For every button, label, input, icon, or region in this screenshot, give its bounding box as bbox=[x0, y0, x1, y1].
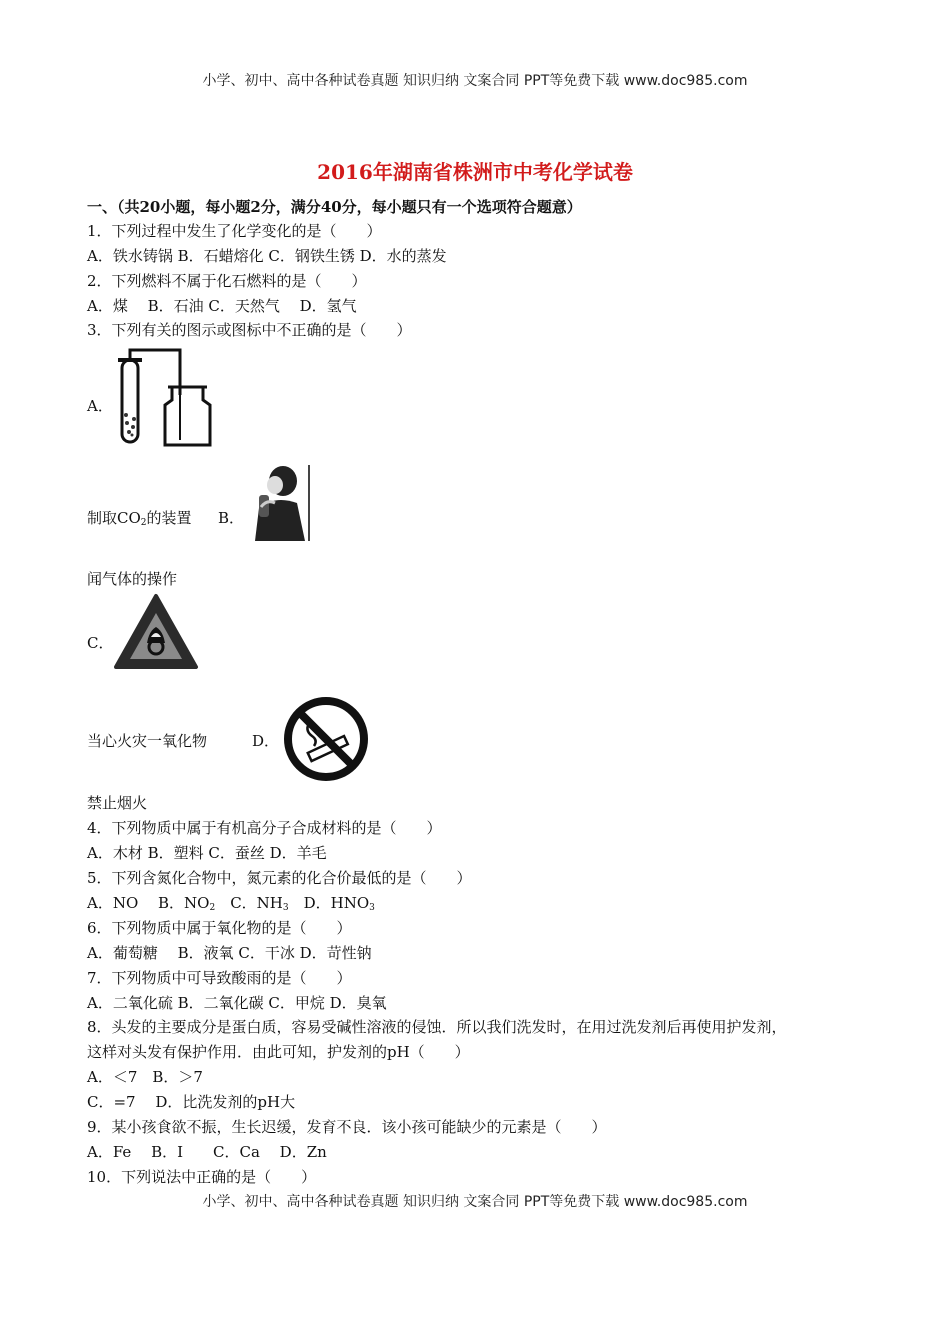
question-8-cont: 这样对头发有保护作用．由此可知，护发剂的pH（ ） bbox=[87, 1043, 470, 1061]
page-title: 2016年湖南省株洲市中考化学试卷 bbox=[317, 160, 633, 184]
page-footer: 小学、初中、高中各种试卷真题 知识归纳 文案合同 PPT等免费下载 www.doc985.com bbox=[202, 1194, 748, 1210]
q3-option-c-caption: 当心火灾一氧化物 bbox=[87, 732, 208, 750]
section-heading: 一、（共20小题，每小题2分，满分40分，每小题只有一个选项符合题意） bbox=[87, 198, 582, 216]
question-3: 3．下列有关的图示或图标中不正确的是（ ） bbox=[87, 321, 412, 339]
question-5: 5．下列含氮化合物中，氮元素的化合价最低的是（ ） bbox=[87, 869, 472, 887]
question-2: 2．下列燃料不属于化石燃料的是（ ） bbox=[87, 272, 367, 290]
oxidizer-warning-icon bbox=[113, 593, 199, 671]
question-10: 10．下列说法中正确的是（ ） bbox=[87, 1168, 317, 1186]
no-smoking-icon bbox=[280, 694, 372, 784]
question-8: 8．头发的主要成分是蛋白质，容易受碱性溶液的侵蚀．所以我们洗发时，在用过洗发剂后再使用护发剂， bbox=[87, 1018, 787, 1036]
q3-option-d-label: D． bbox=[252, 732, 280, 750]
q3-option-d-caption: 禁止烟火 bbox=[87, 794, 148, 812]
page-header: 小学、初中、高中各种试卷真题 知识归纳 文案合同 PPT等免费下载 www.doc985.com bbox=[202, 73, 748, 89]
question-9-options: A．Fe B．I C．Ca D．Zn bbox=[87, 1143, 327, 1161]
q3-option-a-label: A． bbox=[87, 397, 113, 415]
question-5-options: A．NO B．$NO_2$ C．$NH_3$ D．$HNO_3$ bbox=[87, 894, 375, 913]
question-8-options-1: A．＜7 B．＞7 bbox=[87, 1068, 203, 1086]
question-2-options: A．煤 B．石油 C．天然气 D．氢气 bbox=[87, 297, 357, 315]
question-7: 7．下列物质中可导致酸雨的是（ ） bbox=[87, 969, 352, 987]
question-6: 6．下列物质中属于氧化物的是（ ） bbox=[87, 919, 352, 937]
question-6-options: A．葡萄糖 B．液氧 C．干冰 D．苛性钠 bbox=[87, 944, 372, 962]
question-1-options: A．铁水铸锅 B．石蜡熔化 C．钢铁生锈 D．水的蒸发 bbox=[87, 247, 447, 265]
question-7-options: A．二氧化硫 B．二氧化碳 C．甲烷 D．臭氧 bbox=[87, 994, 387, 1012]
flask-apparatus-icon bbox=[110, 345, 215, 450]
q3-option-b-caption: 闻气体的操作 bbox=[87, 570, 178, 588]
q3-option-c-label: C． bbox=[87, 634, 114, 652]
question-4: 4．下列物质中属于有机高分子合成材料的是（ ） bbox=[87, 819, 442, 837]
question-4-options: A．木材 B．塑料 C．蚕丝 D．羊毛 bbox=[87, 844, 327, 862]
question-1: 1．下列过程中发生了化学变化的是（ ） bbox=[87, 222, 382, 240]
q3-option-b-label: B． bbox=[218, 509, 245, 527]
question-9: 9．某小孩食欲不振，生长迟缓，发育不良．该小孩可能缺少的元素是（ ） bbox=[87, 1118, 607, 1136]
q3-option-a-caption: 制取$CO_2$的装置 bbox=[87, 509, 192, 528]
question-8-options-2: C．=7 D．比洗发剂的pH大 bbox=[87, 1093, 296, 1111]
person-smelling-icon bbox=[245, 463, 313, 541]
